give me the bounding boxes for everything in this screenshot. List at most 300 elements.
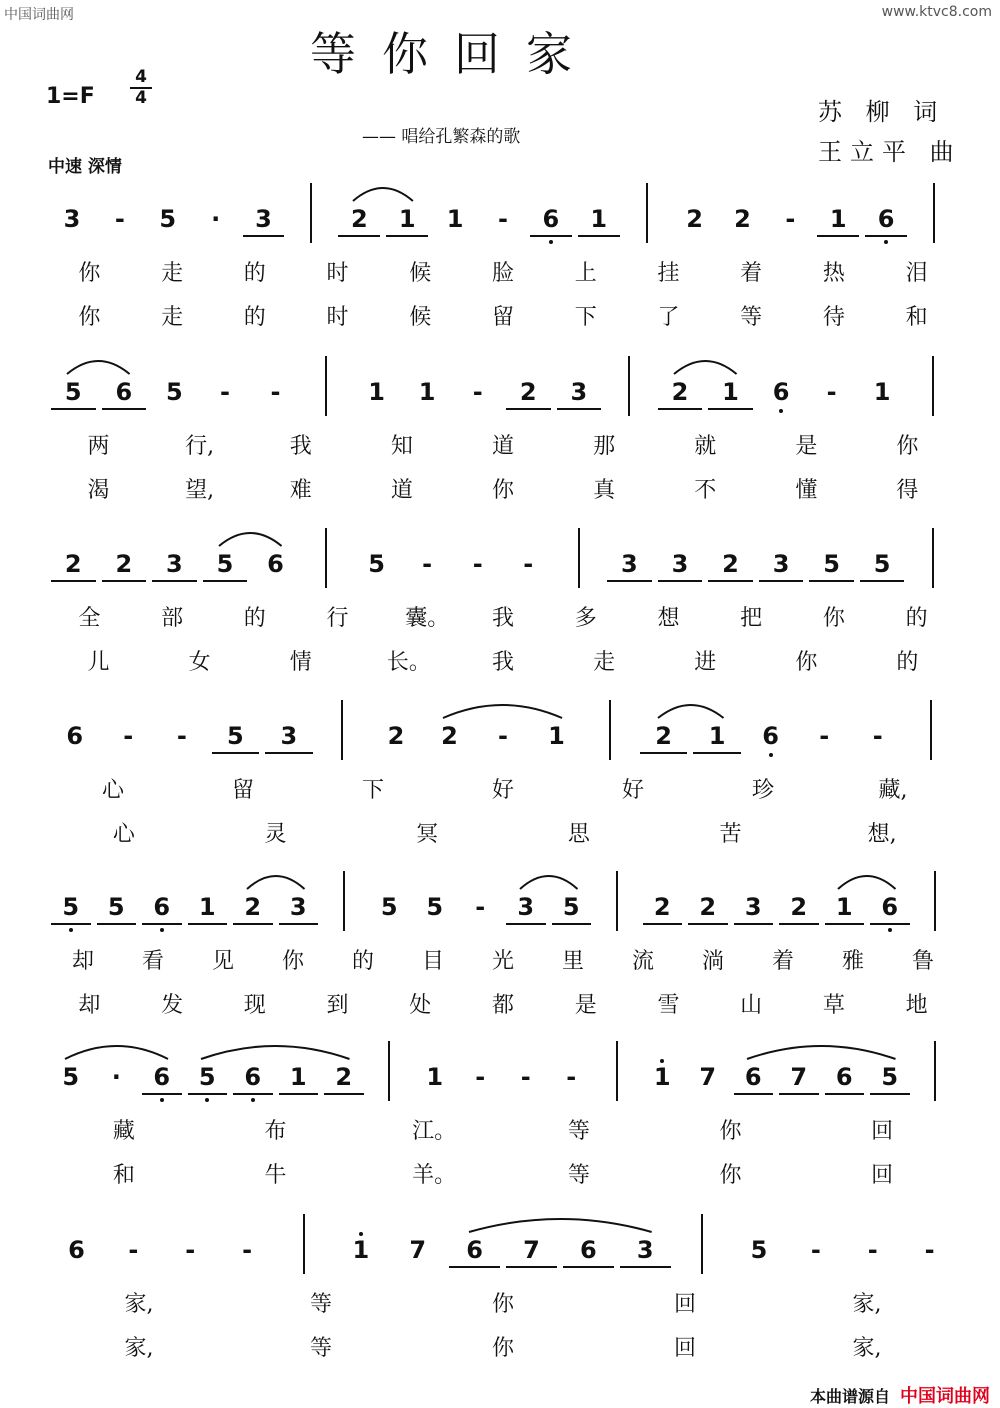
note-underline [643, 923, 683, 925]
note: - [123, 722, 134, 750]
lyric-verse-1: 你 [896, 434, 919, 459]
note: - [270, 378, 281, 406]
lyric-verse-1: 下 [361, 778, 384, 803]
note-underline [506, 923, 546, 925]
low-octave-dot [69, 928, 73, 932]
bar-line [701, 1214, 703, 1274]
bar-line [310, 183, 312, 243]
bar-line [932, 356, 934, 416]
lyric-verse-1: 囊。 [405, 606, 450, 631]
lyric-verse-1: 上 [574, 261, 597, 286]
watermark-right: www.ktvc8.com [881, 4, 992, 20]
note-underline [557, 408, 602, 410]
note: 1 [426, 1063, 444, 1091]
note: 2 [790, 893, 808, 921]
lyric-verse-1: 那 [593, 434, 616, 459]
note: 3 [280, 722, 298, 750]
lyric-verse-2: 时 [326, 305, 349, 330]
lyric-verse-2: 却 [78, 993, 101, 1018]
lyric-verse-1: 行 [326, 606, 349, 631]
note-underline [338, 235, 380, 237]
note-underline [578, 235, 620, 237]
lyric-verse-2: 下 [574, 305, 597, 330]
note: 1 [368, 378, 385, 406]
lyric-verse-1: 挂 [657, 261, 680, 286]
low-octave-dot [160, 1098, 164, 1102]
low-octave-dot [888, 928, 892, 932]
lyric-verse-1: 知 [390, 434, 413, 459]
note-underline [708, 580, 753, 582]
lyric-verse-2: 回 [871, 1163, 894, 1188]
note-underline [620, 1266, 671, 1268]
lyric-verse-1: 淌 [701, 949, 724, 974]
source-label: 本曲谱源自 [809, 1387, 890, 1406]
lyric-verse-2: 等 [567, 1163, 590, 1188]
lyric-verse-1: 的 [351, 949, 374, 974]
lyric-verse-1: 多 [574, 606, 597, 631]
lyric-verse-1: 里 [561, 949, 584, 974]
note-underline [142, 923, 182, 925]
note-underline [506, 408, 551, 410]
key-signature: 1=F [46, 84, 95, 109]
note: · [111, 1063, 121, 1091]
lyric-verse-2: 进 [694, 650, 717, 675]
note: 3 [517, 893, 535, 921]
note: 6 [244, 1063, 262, 1091]
note-underline [734, 923, 774, 925]
note: 6 [579, 1236, 597, 1264]
note: 5 [881, 1063, 899, 1091]
note-underline [243, 235, 285, 237]
note-underline [212, 752, 260, 754]
note: 6 [66, 722, 84, 750]
composer-credit: 王立平 曲 [818, 138, 962, 166]
note: 5 [64, 378, 82, 406]
note: 6 [835, 1063, 853, 1091]
lyric-verse-2: 你 [491, 478, 514, 503]
lyric-verse-2: 等 [740, 305, 763, 330]
note: 2 [350, 205, 368, 233]
lyric-verse-2: 的 [243, 305, 266, 330]
note: · [211, 205, 221, 233]
lyric-verse-1: 鲁 [911, 949, 934, 974]
note: 2 [653, 893, 671, 921]
lyric-verse-1: 却 [71, 949, 94, 974]
lyric-verse-1: 全 [78, 606, 101, 631]
note: 3 [636, 1236, 654, 1264]
lyric-verse-2: 都 [491, 993, 514, 1018]
lyric-verse-1: 见 [211, 949, 234, 974]
note-underline [279, 923, 319, 925]
lyric-verse-2: 渴 [87, 478, 110, 503]
lyric-verse-2: 想, [867, 822, 897, 847]
note: 5 [750, 1236, 768, 1264]
note-underline [51, 923, 91, 925]
note-underline [779, 923, 819, 925]
lyric-verse-2: 是 [574, 993, 597, 1018]
bar-line [616, 1041, 618, 1101]
note: 1 [398, 205, 416, 233]
note: 2 [655, 722, 672, 750]
lyric-verse-2: 山 [740, 993, 763, 1018]
note-underline [607, 580, 652, 582]
note: - [523, 550, 534, 578]
lyric-verse-2: 灵 [264, 822, 287, 847]
lyric-verse-1: 家, [852, 1292, 882, 1317]
lyric-verse-2: 女 [188, 650, 211, 675]
note-underline [817, 235, 859, 237]
lyric-verse-1: 行, [185, 434, 215, 459]
slur [745, 1039, 898, 1063]
note: 3 [772, 550, 790, 578]
note: 6 [762, 722, 779, 750]
note: 2 [699, 893, 717, 921]
note: - [475, 893, 486, 921]
note-underline [152, 580, 197, 582]
note: 2 [115, 550, 133, 578]
note: - [422, 550, 433, 578]
note: - [219, 378, 230, 406]
lyric-verse-1: 是 [795, 434, 818, 459]
bar-line [325, 528, 327, 588]
song-title: 等你回家 [310, 27, 598, 81]
low-octave-dot [160, 928, 164, 932]
lyric-verse-1: 脸 [491, 261, 514, 286]
lyric-verse-2: 到 [326, 993, 349, 1018]
lyric-verse-2: 草 [822, 993, 845, 1018]
note: - [520, 1063, 531, 1091]
bar-line [303, 1214, 305, 1274]
lyric-verse-2: 你 [491, 1336, 514, 1361]
lyric-verse-1: 的 [905, 606, 928, 631]
bar-line [930, 700, 932, 760]
bar-line [646, 183, 648, 243]
lyric-verse-1: 想 [657, 606, 680, 631]
lyric-verse-2: 长。 [386, 650, 431, 675]
note: - [867, 1236, 878, 1264]
note: - [114, 205, 125, 233]
lyric-verse-1: 你 [281, 949, 304, 974]
note: - [924, 1236, 935, 1264]
note: 3 [621, 550, 638, 578]
lyric-verse-1: 回 [871, 1119, 894, 1144]
lyric-verse-2: 发 [161, 993, 184, 1018]
lyric-verse-2: 得 [896, 478, 919, 503]
bar-line [932, 528, 934, 588]
note: 1 [708, 722, 726, 750]
note: 3 [63, 205, 81, 233]
note: 2 [686, 205, 703, 233]
note-underline [233, 923, 273, 925]
slur [836, 869, 898, 893]
lyric-verse-1: 候 [409, 261, 432, 286]
bar-line [343, 871, 345, 931]
note: 1 [352, 1236, 370, 1264]
note: - [128, 1236, 139, 1264]
note: 5 [380, 893, 398, 921]
note: 6 [877, 205, 895, 233]
note: - [785, 205, 796, 233]
note: 5 [216, 550, 234, 578]
slur [467, 1212, 654, 1236]
lyric-verse-1: 的 [243, 606, 266, 631]
note-underline [870, 923, 910, 925]
note: 1 [446, 205, 464, 233]
lyric-verse-1: 你 [491, 1292, 514, 1317]
note: 3 [166, 550, 183, 578]
note: 5 [198, 1063, 216, 1091]
slur [351, 181, 415, 205]
slur [217, 526, 284, 550]
note: 7 [790, 1063, 808, 1091]
note-underline [51, 408, 96, 410]
note: - [475, 1063, 486, 1091]
lyric-verse-1: 道 [491, 434, 514, 459]
lyric-verse-1: 目 [421, 949, 444, 974]
note: 6 [267, 550, 284, 578]
lyric-verse-1: 热 [822, 261, 845, 286]
low-octave-dot [769, 753, 773, 757]
low-octave-dot [251, 1098, 255, 1102]
note-underline [51, 580, 96, 582]
lyric-verse-1: 藏 [112, 1119, 135, 1144]
note: 2 [734, 205, 751, 233]
bar-line [934, 871, 936, 931]
slur [518, 869, 580, 893]
note: 6 [68, 1236, 85, 1264]
bar-line [933, 183, 935, 243]
note: 5 [873, 550, 891, 578]
note: 5 [107, 893, 125, 921]
lyric-verse-2: 和 [905, 305, 928, 330]
bar-line [609, 700, 611, 760]
bar-line [341, 700, 343, 760]
note: 5 [562, 893, 580, 921]
lyric-verse-1: 布 [264, 1119, 287, 1144]
lyric-verse-1: 的 [243, 261, 266, 286]
slur [65, 354, 132, 378]
note: 3 [570, 378, 588, 406]
lyric-verse-2: 儿 [87, 650, 110, 675]
lyric-verse-1: 等 [309, 1292, 332, 1317]
time-bottom: 4 [135, 88, 147, 108]
note: 6 [772, 378, 790, 406]
lyric-verse-1: 你 [822, 606, 845, 631]
lyric-verse-1: 好 [491, 778, 514, 803]
note-underline [188, 1093, 228, 1095]
lyricist-credit: 苏 柳 词 [818, 98, 946, 126]
note-underline [233, 1093, 273, 1095]
lyric-verse-2: 雪 [657, 993, 680, 1018]
note: 6 [744, 1063, 762, 1091]
note: 5 [426, 893, 444, 921]
bar-line [325, 356, 327, 416]
lyric-verse-1: 就 [694, 434, 717, 459]
note-underline [658, 580, 703, 582]
note-underline [102, 580, 147, 582]
slur [199, 1039, 352, 1063]
lyric-verse-1: 我 [289, 434, 312, 459]
lyric-verse-1: 回 [673, 1292, 696, 1317]
note: - [498, 722, 508, 750]
note-underline [188, 923, 228, 925]
bar-line [934, 1041, 936, 1101]
note: 5 [62, 893, 80, 921]
note-underline [279, 1093, 319, 1095]
lyric-verse-2: 羊。 [412, 1163, 457, 1188]
lyric-verse-2: 真 [593, 478, 616, 503]
note-underline [825, 923, 865, 925]
note-underline [708, 408, 753, 410]
lyric-verse-1: 江。 [412, 1119, 457, 1144]
note-underline [825, 1093, 865, 1095]
watermark-left: 中国词曲网 [4, 7, 74, 23]
note-underline [658, 408, 703, 410]
lyric-verse-2: 难 [289, 478, 312, 503]
note-underline [693, 752, 741, 754]
note: 5 [823, 550, 840, 578]
note: - [819, 722, 830, 750]
lyric-verse-2: 家, [124, 1336, 154, 1361]
slur [441, 698, 564, 722]
lyric-verse-1: 你 [719, 1119, 742, 1144]
lyric-verse-2: 回 [673, 1336, 696, 1361]
low-octave-dot [549, 240, 553, 244]
note: 1 [590, 205, 608, 233]
note: 2 [722, 550, 739, 578]
lyric-verse-1: 泪 [905, 261, 928, 286]
note: 2 [244, 893, 262, 921]
lyric-verse-1: 着 [771, 949, 794, 974]
note-underline [449, 1266, 500, 1268]
slur [656, 698, 726, 722]
note: - [185, 1236, 196, 1264]
note: 1 [548, 722, 565, 750]
note: 7 [409, 1236, 427, 1264]
note: 2 [441, 722, 458, 750]
note: - [498, 205, 508, 233]
note: - [810, 1236, 821, 1264]
note: 6 [542, 205, 560, 233]
note-underline [870, 1093, 910, 1095]
note-underline [688, 923, 728, 925]
note: - [872, 722, 883, 750]
lyric-verse-2: 牛 [264, 1163, 287, 1188]
source-site: 中国词曲网 [900, 1386, 990, 1407]
note: 1 [289, 1063, 307, 1091]
lyric-verse-2: 你 [795, 650, 818, 675]
note: - [566, 1063, 577, 1091]
lyric-verse-2: 不 [694, 478, 717, 503]
tempo-marking: 中速 深情 [48, 157, 122, 177]
lyric-verse-2: 懂 [795, 478, 818, 503]
lyric-verse-1: 把 [740, 606, 763, 631]
lyric-verse-2: 苦 [719, 822, 742, 847]
lyric-verse-2: 的 [896, 650, 919, 675]
note-underline [640, 752, 688, 754]
lyric-verse-2: 家, [852, 1336, 882, 1361]
lyric-verse-2: 心 [112, 822, 135, 847]
note-underline [386, 235, 428, 237]
high-octave-dot [359, 1232, 363, 1236]
note: - [176, 722, 187, 750]
note-underline [97, 923, 137, 925]
slur [672, 354, 739, 378]
lyric-verse-1: 留 [231, 778, 254, 803]
note-underline [530, 235, 572, 237]
bar-line [578, 528, 580, 588]
note-underline [203, 580, 248, 582]
slur [63, 1039, 170, 1063]
note: - [826, 378, 837, 406]
lyric-verse-2: 等 [309, 1336, 332, 1361]
note: 3 [671, 550, 689, 578]
lyric-verse-2: 我 [491, 650, 514, 675]
note: 1 [835, 893, 853, 921]
note: 5 [226, 722, 244, 750]
low-octave-dot [779, 409, 783, 413]
note: 6 [881, 893, 899, 921]
lyric-verse-1: 两 [87, 434, 110, 459]
low-octave-dot [884, 240, 888, 244]
lyric-verse-2: 地 [905, 993, 928, 1018]
lyric-verse-1: 心 [101, 778, 124, 803]
lyric-verse-1: 走 [161, 261, 184, 286]
lyric-verse-1: 看 [141, 949, 164, 974]
lyric-verse-1: 等 [567, 1119, 590, 1144]
lyric-verse-2: 和 [112, 1163, 135, 1188]
note-underline [809, 580, 854, 582]
note: 5 [62, 1063, 80, 1091]
lyric-verse-1: 光 [491, 949, 514, 974]
note: 6 [466, 1236, 483, 1264]
note-underline [552, 923, 592, 925]
note: 6 [153, 893, 171, 921]
time-top: 4 [130, 68, 152, 89]
note: 5 [159, 205, 177, 233]
note: 1 [722, 378, 739, 406]
bar-line [628, 356, 630, 416]
note-underline [265, 752, 313, 754]
note-underline [142, 1093, 182, 1095]
lyric-verse-2: 待 [822, 305, 845, 330]
note: 6 [115, 378, 133, 406]
lyric-verse-1: 时 [326, 261, 349, 286]
bar-line [616, 871, 618, 931]
lyric-verse-2: 望, [185, 478, 215, 503]
note: 2 [64, 550, 82, 578]
note: - [472, 378, 483, 406]
slur [245, 869, 307, 893]
lyric-verse-1: 我 [491, 606, 514, 631]
subtitle: —— 唱给孔繁森的歌 [362, 127, 521, 147]
lyric-verse-2: 思 [567, 822, 590, 847]
lyric-verse-2: 了 [657, 305, 680, 330]
note: 3 [289, 893, 307, 921]
note-underline [102, 408, 147, 410]
note: 3 [744, 893, 762, 921]
note: 7 [523, 1236, 540, 1264]
lyric-verse-1: 好 [621, 778, 644, 803]
note: 6 [153, 1063, 171, 1091]
lyric-verse-1: 部 [161, 606, 184, 631]
lyric-verse-2: 走 [593, 650, 616, 675]
note: 1 [653, 1063, 671, 1091]
note: 2 [519, 378, 537, 406]
lyric-verse-2: 道 [390, 478, 413, 503]
lyric-verse-1: 藏, [878, 778, 908, 803]
bar-line [388, 1041, 390, 1101]
